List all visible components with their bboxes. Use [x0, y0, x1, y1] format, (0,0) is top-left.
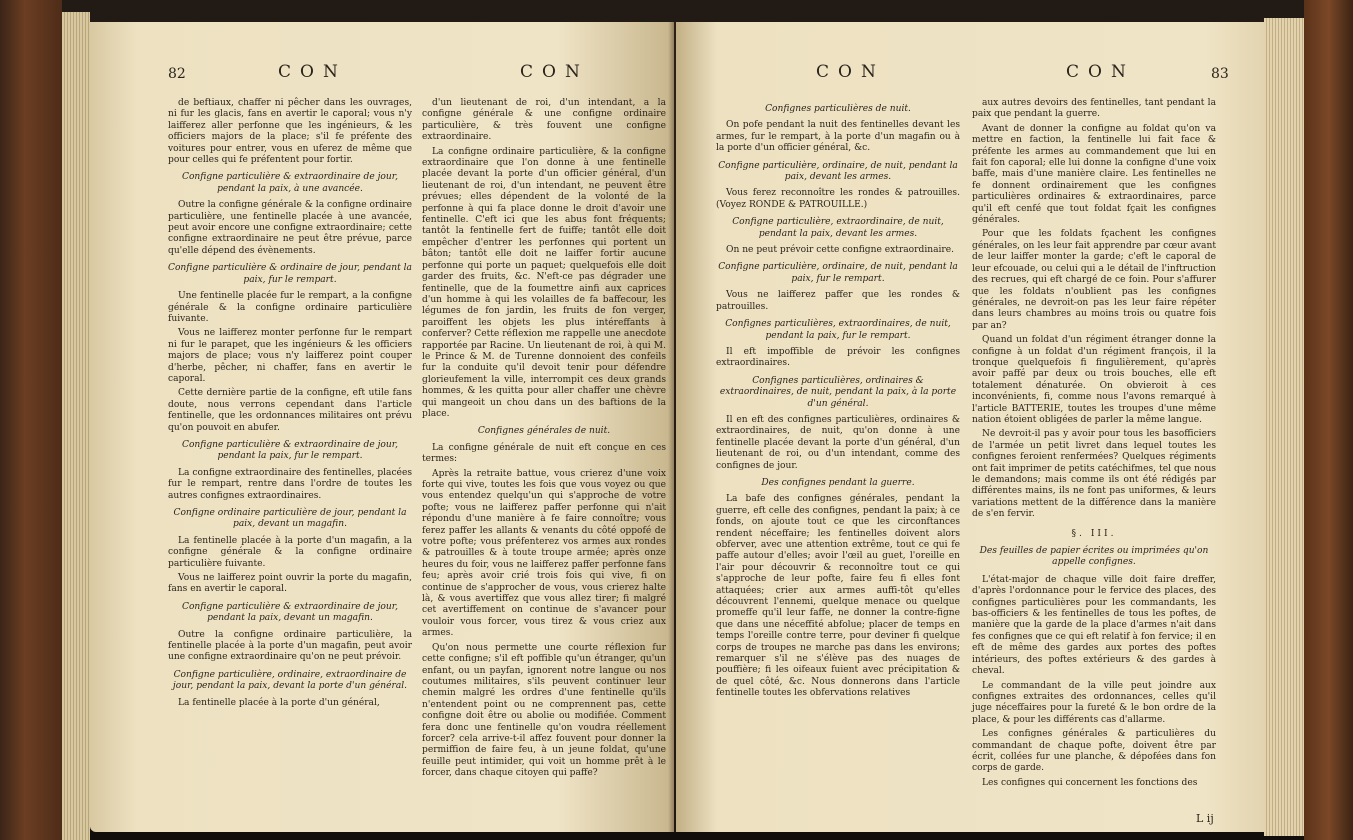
- subheading: §. III.: [1071, 528, 1117, 539]
- paragraph: La bafe des confignes générales, pendant la guerre, eft celle des confignes, pendant la paix; à ce fonds, on ajoute tout ce que les circonftances rendent néceffaire; les fentinelles doivent alors obferver, avec une attention extrême, tout ce qui fe paffe autour d'elles; avoir l'œil au guet, l'oreille en l'air pour découvrir & reconnoître tout ce qui s'approche de leur pofte, faire feu fi elles font attaquées; crier aux armes auffi-tôt qu'elles découvrent l'ennemi, quelque menace ou quelque promeffe qu'il leur faffe, ne donner la contre-figne que dans une néceffité abfolue; placer de temps en temps l'oreille contre terre, pour deviner fi quelque corps de troupes ne marche pas dans les environs; remarquer s'il ne s'élève pas des nuages de pouffière; fi les oifeaux fuient avec précipitation & de quel côté, &c. Nous donnerons dans l'article fentinelle toutes les obfervations relatives: [716, 494, 960, 699]
- running-head: CON: [816, 62, 885, 82]
- text-column: [422, 98, 666, 783]
- book-cover-left: [0, 0, 62, 840]
- paragraph: Outre la configne ordinaire particulière, la fentinelle placée à la porte d'un magafin, peut avoir une configne extraordinaire qu'on ne peut prévoir.: [168, 629, 412, 663]
- text-column: [972, 98, 1216, 792]
- section-heading: Configne ordinaire particulière de jour, pendant la paix, devant un magafin.: [173, 508, 407, 530]
- paragraph: Cette dernière partie de la configne, eft utile fans doute, nous verrons cependant dans l'article fentinelle, que les ordonnances militaires ont prévu qu'on pouvoit en abufer.: [168, 388, 412, 433]
- section-heading: Confignes particulières, extraordinaires, de nuit, pendant la paix, fur le rempart.: [725, 319, 951, 341]
- paragraph: Ne devroit-il pas y avoir pour tous les basofficiers de l'armée un petit livret dans lequel toutes les confignes feroient renfermées? Quelques régiments ont fait imprimer de petits catéchifmes, tel que nous le demandons; mais comme ils ont été rédigés par différentes mains, ils ne font pas uniformes, & leurs variations mettent de la différence dans la manière de s'en fervir.: [972, 429, 1216, 520]
- section-heading: Configne particulière, ordinaire, de nuit, pendant la paix, fur le rempart.: [718, 262, 958, 284]
- section-heading: Configne particulière & extraordinaire de jour, pendant la paix, fur le rempart.: [182, 439, 398, 462]
- paragraph: Outre la configne générale & la configne ordinaire particulière, une fentinelle placée à une avancée, peut avoir encore une configne extraordinaire; cette configne extraordinaire ne peut être prévue, parce qu'elle dépend des évènements.: [168, 200, 412, 256]
- page-edges-left: [62, 12, 90, 840]
- section-heading: Configne particulière, extraordinaire, de nuit, pendant la paix, devant les armes.: [732, 217, 944, 239]
- paragraph: L'état-major de chaque ville doit faire dreffer, d'après l'ordonnance pour le fervice des places, des confignes particulières pour les commandants, les bas-officiers & les fentinelles de tous les poftes, de manière que la garde de la place d'armes n'ait dans fes confignes que ce qui eft relatif à fon fervice; il en eft de même des gardes aux portes des poftes intérieurs, des poftes extérieurs & des gardes à cheval.: [972, 574, 1216, 677]
- running-head: CON: [278, 62, 347, 82]
- book-cover-right: [1304, 0, 1353, 840]
- running-head: CON: [520, 62, 589, 82]
- section-heading: Configne particulière, ordinaire, extraordinaire de jour, pendant la paix, devant la porte d'un général.: [172, 669, 408, 692]
- right-page: [676, 22, 1264, 832]
- paragraph: Les confignes qui concernent les fonctions des: [982, 777, 1198, 788]
- paragraph: aux autres devoirs des fentinelles, tant pendant la paix que pendant la guerre.: [972, 98, 1216, 120]
- paragraph: La fentinelle placée à la porte d'un général,: [178, 697, 380, 708]
- paragraph: Après la retraite battue, vous crierez d'une voix forte qui vive, toutes les fois que vous voyez ou que vous entendez quelqu'un qui s'approche de votre pofte; vous ne laifferez paffer perfonne qui n'ait répondu d'une manière à fe faire connoître; vous ferez paffer les allants & venants du côté oppofé de votre pofte; vous préfenterez vos armes aux rondes & patrouilles & à toute troupe armée; après onze heures du foir, vous ne laifferez paffer perfonne fans feu; après avoir crié trois fois qui vive, fi on continue de s'approcher de vous, vous crierez halte là, & vous avertiffez que vous allez tirer; fi malgré cet avertiffement on continue de s'avancer pour vouloir vous forcer, vous tirez & vous criez aux armes.: [422, 468, 666, 639]
- paragraph: Quand un foldat d'un régiment étranger donne la configne à un foldat d'un régiment françois, il la tronque quelquefois fi fingulièrement, qu'après avoir paffé par deux ou trois bouches, elle eft totalement dénaturée. On obvieroit à ces inconvénients, fi, comme nous l'avons remarqué à l'article BATTERIE, toutes les troupes d'une même nation étoient obligées de parler la même langue.: [972, 335, 1216, 425]
- paragraph: Vous ne laifferez point ouvrir la porte du magafin, fans en avertir le caporal.: [168, 573, 412, 595]
- section-heading: Confignes générales de nuit.: [477, 426, 611, 437]
- page-number: 83: [1211, 66, 1229, 82]
- text-column: [716, 98, 960, 703]
- paragraph: La configne générale de nuit eft conçue en ces termes:: [422, 442, 666, 465]
- paragraph: On ne peut prévoir cette configne extraordinaire.: [726, 245, 955, 256]
- paragraph: Pour que les foldats fçachent les confignes générales, on les leur fait apprendre par cœur avant de leur laiffer monter la garde; c'eft le caporal de leur efcouade, ou celui qui a le détail de l'inftruction des recrues, qui eft chargé de ce foin. Pour s'affurer que les foldats n'oublient pas les confignes générales, ne devroit-on pas les leur faire répéter dans leurs chambres au moins trois ou quatre fois par an?: [972, 229, 1216, 331]
- section-heading: Des confignes pendant la guerre.: [761, 477, 915, 488]
- signature-mark: L ij: [1196, 812, 1214, 825]
- paragraph: La configne ordinaire particulière, & la configne extraordinaire que l'on donne à une fentinelle placée devant la porte d'un officier général, d'un lieutenant de roi, d'un intendant, ne peuvent être prévues; elles dépendent de la volonté de la perfonne à qui fa place donne le droit d'avoir une fentinelle. C'eft ici que les abus font fréquents; tantôt la fentinelle fert de fuiffe; tantôt elle doit empêcher d'entrer les perfonnes qui portent un bâton; tantôt elle doit ne laiffer fortir aucune perfonne qui porte un paquet; quelquefois elle doit garder des fruits, &c. N'eft-ce pas dégrader une fentinelle, que de la foumettre ainfi aux caprices d'un homme à qui les volailles de fa baffecour, les légumes de fon jardin, les fruits de fon verger, paroiffent les objets les plus intéreffants à conferver? Cette réflexion me rappelle une anecdote rapportée par Racine. Un lieutenant de roi, à qui M. le Prince & M. de Turenne donnoient des confeils fur la conduite qu'il devoit tenir pour défendre glorieufement la ville, interrompit ces deux grands hommes, & les quitta pour aller chaffer une chèvre qui mangeoit un chou dans un des baftions de la place.: [422, 146, 666, 419]
- section-heading: Confignes particulières, ordinaires & extraordinaires, de nuit, pendant la paix, à la porte d'un général.: [719, 375, 957, 409]
- running-head: CON: [1066, 62, 1135, 82]
- paragraph: Qu'on nous permette une courte réflexion fur cette configne; s'il eft poffible qu'un étranger, qu'un enfant, ou un payfan, ignorent notre langue ou nos coutumes militaires, s'ils peuvent continuer leur chemin malgré les ordres d'une fentinelle qu'ils n'entendent point ou ne comprennent pas, cette configne doit être ou abolie ou modifiée. Comment fera donc une fentinelle qu'on voudra réellement forcer? cela arrive-t-il affez fouvent pour donner la permiffion de faire feu, à un jeune foldat, qu'une feuille peut intimider, qui voit un homme prêt à le forcer, dans chaque citoyen qui paffe?: [422, 642, 666, 779]
- paragraph: Vous ferez reconnoître les rondes & patrouilles. (Voyez RONDE & PATROUILLE.): [716, 188, 960, 210]
- paragraph: d'un lieutenant de roi, d'un intendant, a la configne générale & une configne ordinaire particulière, & très fouvent une configne extraordinaire.: [422, 98, 666, 143]
- paragraph: Il en eft des confignes particulières, ordinaires & extraordinaires, de nuit, qu'on donne à une fentinelle placée devant la porte d'un général, d'un lieutenant de roi, ou d'un intendant, comme des confignes de jour.: [716, 414, 960, 471]
- section-heading: Confignes particulières de nuit.: [765, 104, 911, 114]
- section-heading: Configne particulière & extraordinaire de jour, pendant la paix, devant un magafin.: [182, 601, 398, 624]
- left-page: [90, 22, 674, 832]
- subheading: Des feuilles de papier écrites ou imprimées qu'on appelle confignes.: [979, 546, 1209, 568]
- paragraph: Une fentinelle placée fur le rempart, a la configne générale & la configne ordinaire particulière fuivante.: [168, 291, 412, 324]
- section-heading: Configne particulière & extraordinaire de jour, pendant la paix, à une avancée.: [182, 172, 398, 194]
- paragraph: La configne extraordinaire des fentinelles, placées fur le rempart, rentre dans l'ordre de toutes les autres confignes extraordinaires.: [168, 467, 412, 501]
- paragraph: Vous ne laifferez monter perfonne fur le rempart ni fur le parapet, que les ingénieurs & les officiers majors de place; vous n'y laifferez point couper d'herbe, pêcher, ni chaffer, fans en avertir le caporal.: [168, 328, 412, 384]
- text-column: [168, 98, 412, 712]
- paragraph: Vous ne laifferez paffer que les rondes & patrouilles.: [716, 290, 960, 312]
- paragraph: Avant de donner la configne au foldat qu'on va mettre en faction, la fentinelle lui fait face & préfente les armes au commandement que lui en fait fon caporal; elle lui donne la configne d'une voix baffe, mais d'une manière claire. Les fentinelles ne fe donnent ordinairement que les confignes particulières ordinaires & extraordinaires, parce qu'il eft cenfé que tout foldat fçait les confignes générales.: [972, 123, 1216, 226]
- paragraph: Le commandant de la ville peut joindre aux confignes extraites des ordonnances, celles qu'il juge néceffaires pour la fureté & le bon ordre de la place, & pour les différents cas d'allarme.: [972, 680, 1216, 725]
- page-number: 82: [168, 66, 186, 82]
- paragraph: La fentinelle placée à la porte d'un magafin, a la configne générale & la configne ordinaire particulière fuivante.: [168, 535, 412, 569]
- paragraph: On pofe pendant la nuit des fentinelles devant les armes, fur le rempart, à la porte d'un magafin ou à la porte d'un officier général, &c.: [716, 120, 960, 154]
- paragraph: Il eft impoffible de prévoir les confignes extraordinaires.: [716, 346, 960, 369]
- section-heading: Configne particulière, ordinaire, de nuit, pendant la paix, devant les armes.: [718, 160, 958, 183]
- page-edges-right: [1264, 18, 1304, 836]
- paragraph: Les confignes générales & particulières du commandant de chaque pofte, doivent être par écrit, collées fur une planche, & dépofées dans fon corps de garde.: [972, 729, 1216, 774]
- paragraph: de beftiaux, chaffer ni pêcher dans les ouvrages, ni fur les glacis, fans en avertir le caporal; vous n'y laifferez aller perfonne que les ingénieurs, & les officiers majors de la place; s'il fe préfente des voitures pour entrer, vous en uferez de même que pour celles qui fe préfentent pour fortir.: [168, 98, 412, 166]
- section-heading: Configne particulière & ordinaire de jour, pendant la paix, fur le rempart.: [168, 263, 412, 285]
